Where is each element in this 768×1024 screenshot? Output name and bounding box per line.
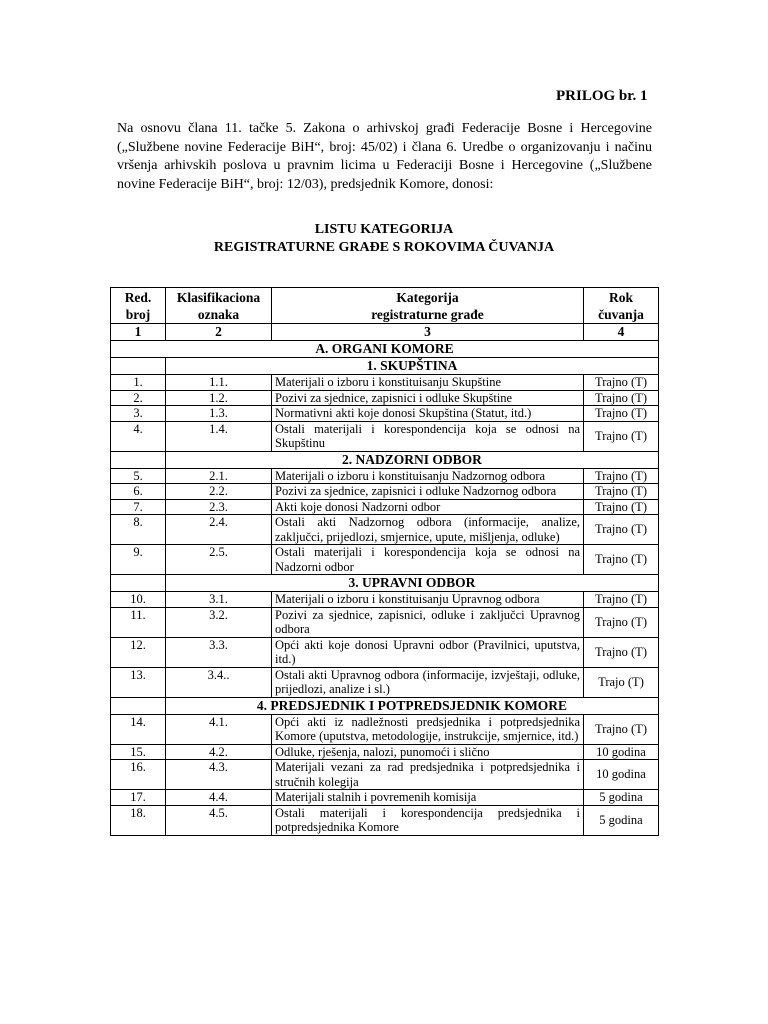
category-description: Ostali akti Upravnog odbora (informacije, izvještaji, odluke, prijedlozi, analize i sl.)	[272, 667, 584, 697]
classification-code: 2.1.	[166, 468, 272, 484]
category-description: Opći akti iz nadležnosti predsjednika i potpredsjednika Komore (uputstva, metodologije, instrukcije, smjernice, itd.)	[272, 714, 584, 744]
classification-code: 3.4..	[166, 667, 272, 697]
retention-period: 10 godina	[584, 760, 659, 790]
retention-period: Trajno (T)	[584, 545, 659, 575]
category-description: Materijali o izboru i konstituisanju Nadzornog odbora	[272, 468, 584, 484]
category-description: Ostali materijali i korespondencija predsjednika i potpredsjednika Komore	[272, 805, 584, 835]
category-description: Ostali materijali i korespondencija koja se odnosi na Skupštinu	[272, 421, 584, 451]
retention-period: Trajno (T)	[584, 375, 659, 391]
category-description: Akti koje donosi Nadzorni odbor	[272, 499, 584, 515]
category-description: Materijali o izboru i konstituisanju Skupštine	[272, 375, 584, 391]
retention-period: Trajno (T)	[584, 406, 659, 422]
classification-code: 4.3.	[166, 760, 272, 790]
section-heading-row	[111, 575, 659, 592]
retention-period: Trajno (T)	[584, 421, 659, 451]
retention-period: Trajno (T)	[584, 499, 659, 515]
column-number: 2	[166, 324, 272, 341]
header-rok-cuvanja: Rok čuvanja	[584, 288, 659, 324]
table-row	[111, 714, 659, 744]
column-number: 1	[111, 324, 166, 341]
section-heading: 1. SKUPŠTINA	[166, 358, 659, 375]
header-kategorija: Kategorija registraturne građe	[272, 288, 584, 324]
table-row	[111, 515, 659, 545]
table-row	[111, 421, 659, 451]
category-description: Odluke, rješenja, nalozi, punomoći i slično	[272, 744, 584, 760]
retention-period: 5 godina	[584, 805, 659, 835]
section-heading: 2. NADZORNI ODBOR	[166, 451, 659, 468]
section-heading: 4. PREDSJEDNIK I POTPREDSJEDNIK KOMORE	[166, 697, 659, 714]
section-heading-row	[111, 697, 659, 714]
row-number: 7.	[111, 499, 166, 515]
column-number: 4	[584, 324, 659, 341]
category-description: Pozivi za sjednice, zapisnici, odluke i zaključci Upravnog odbora	[272, 607, 584, 637]
category-description: Ostali akti Nadzornog odbora (informacije, analize, zaključci, prijedlozi, smjernice, upute, mišljenja, odluke)	[272, 515, 584, 545]
classification-code: 4.5.	[166, 805, 272, 835]
classification-code: 1.4.	[166, 421, 272, 451]
retention-period: Trajno (T)	[584, 607, 659, 637]
table-row	[111, 592, 659, 608]
row-number: 13.	[111, 667, 166, 697]
category-description: Materijali stalnih i povremenih komisija	[272, 790, 584, 806]
table-row	[111, 468, 659, 484]
row-number: 15.	[111, 744, 166, 760]
section-blank-cell	[111, 697, 166, 714]
row-number: 16.	[111, 760, 166, 790]
classification-code: 4.4.	[166, 790, 272, 806]
classification-code: 3.3.	[166, 637, 272, 667]
retention-period: Trajno (T)	[584, 484, 659, 500]
row-number: 12.	[111, 637, 166, 667]
table-row	[111, 805, 659, 835]
row-number: 9.	[111, 545, 166, 575]
category-description: Pozivi za sjednice, zapisnici i odluke Skupštine	[272, 390, 584, 406]
row-number: 11.	[111, 607, 166, 637]
table-row	[111, 744, 659, 760]
retention-period: Trajno (T)	[584, 390, 659, 406]
row-number: 3.	[111, 406, 166, 422]
retention-period: Trajno (T)	[584, 592, 659, 608]
table-header-row	[111, 288, 659, 324]
table-row	[111, 637, 659, 667]
table-row	[111, 545, 659, 575]
classification-code: 3.2.	[166, 607, 272, 637]
row-number: 8.	[111, 515, 166, 545]
table-row	[111, 484, 659, 500]
header-klasifikaciona-oznaka: Klasifikaciona oznaka	[166, 288, 272, 324]
classification-code: 2.4.	[166, 515, 272, 545]
retention-period: Trajno (T)	[584, 515, 659, 545]
row-number: 6.	[111, 484, 166, 500]
organ-heading: A. ORGANI KOMORE	[111, 341, 659, 358]
section-heading-row	[111, 451, 659, 468]
category-description: Opći akti koje donosi Upravni odbor (Pravilnici, uputstva, itd.)	[272, 637, 584, 667]
organ-heading-row	[111, 341, 659, 358]
classification-code: 2.5.	[166, 545, 272, 575]
retention-period: Trajo (T)	[584, 667, 659, 697]
classification-code: 1.2.	[166, 390, 272, 406]
row-number: 14.	[111, 714, 166, 744]
column-number-row	[111, 324, 659, 341]
row-number: 17.	[111, 790, 166, 806]
category-description: Pozivi za sjednice, zapisnici i odluke Nadzornog odbora	[272, 484, 584, 500]
category-table	[110, 287, 659, 836]
table-row	[111, 760, 659, 790]
row-number: 2.	[111, 390, 166, 406]
column-number: 3	[272, 324, 584, 341]
table-row	[111, 406, 659, 422]
document-title	[0, 221, 768, 257]
classification-code: 2.3.	[166, 499, 272, 515]
section-heading: 3. UPRAVNI ODBOR	[166, 575, 659, 592]
retention-period: Trajno (T)	[584, 637, 659, 667]
row-number: 4.	[111, 421, 166, 451]
row-number: 5.	[111, 468, 166, 484]
title-line-1: LISTU KATEGORIJA	[314, 222, 454, 237]
section-blank-cell	[111, 358, 166, 375]
classification-code: 4.1.	[166, 714, 272, 744]
table-row	[111, 390, 659, 406]
header-red-broj: Red. broj	[111, 288, 166, 324]
classification-code: 3.1.	[166, 592, 272, 608]
retention-period: Trajno (T)	[584, 714, 659, 744]
intro-paragraph: Na osnovu člana 11. tačke 5. Zakona o arhivskoj građi Federacije Bosne i Hercegovine („Službene novine Federacije BiH“, broj: 45/02) i člana 6. Uredbe o organizovanju i načinu vršenja arhivskih poslova u pravnim licima u Federaciji Bosne i Hercegovine („Službene novine Federacije BiH“, broj: 12/03), predsjednik Komore, donosi:	[117, 121, 652, 192]
category-description: Materijali vezani za rad predsjednika i potpredsjednika i stručnih kolegija	[272, 760, 584, 790]
section-blank-cell	[111, 451, 166, 468]
row-number: 18.	[111, 805, 166, 835]
table-row	[111, 790, 659, 806]
table-row	[111, 667, 659, 697]
classification-code: 1.3.	[166, 406, 272, 422]
table-row	[111, 607, 659, 637]
section-blank-cell	[111, 575, 166, 592]
classification-code: 4.2.	[166, 744, 272, 760]
section-heading-row	[111, 358, 659, 375]
retention-period: 5 godina	[584, 790, 659, 806]
table-row	[111, 499, 659, 515]
title-line-2: REGISTRATURNE GRAĐE S ROKOVIMA ČUVANJA	[213, 240, 555, 255]
category-description: Ostali materijali i korespondencija koja se odnosi na Nadzorni odbor	[272, 545, 584, 575]
row-number: 1.	[111, 375, 166, 391]
retention-period: Trajno (T)	[584, 468, 659, 484]
annex-label: PRILOG br. 1	[556, 88, 648, 104]
category-description: Materijali o izboru i konstituisanju Upravnog odbora	[272, 592, 584, 608]
retention-period: 10 godina	[584, 744, 659, 760]
classification-code: 1.1.	[166, 375, 272, 391]
category-description: Normativni akti koje donosi Skupština (Statut, itd.)	[272, 406, 584, 422]
classification-code: 2.2.	[166, 484, 272, 500]
table-row	[111, 375, 659, 391]
row-number: 10.	[111, 592, 166, 608]
